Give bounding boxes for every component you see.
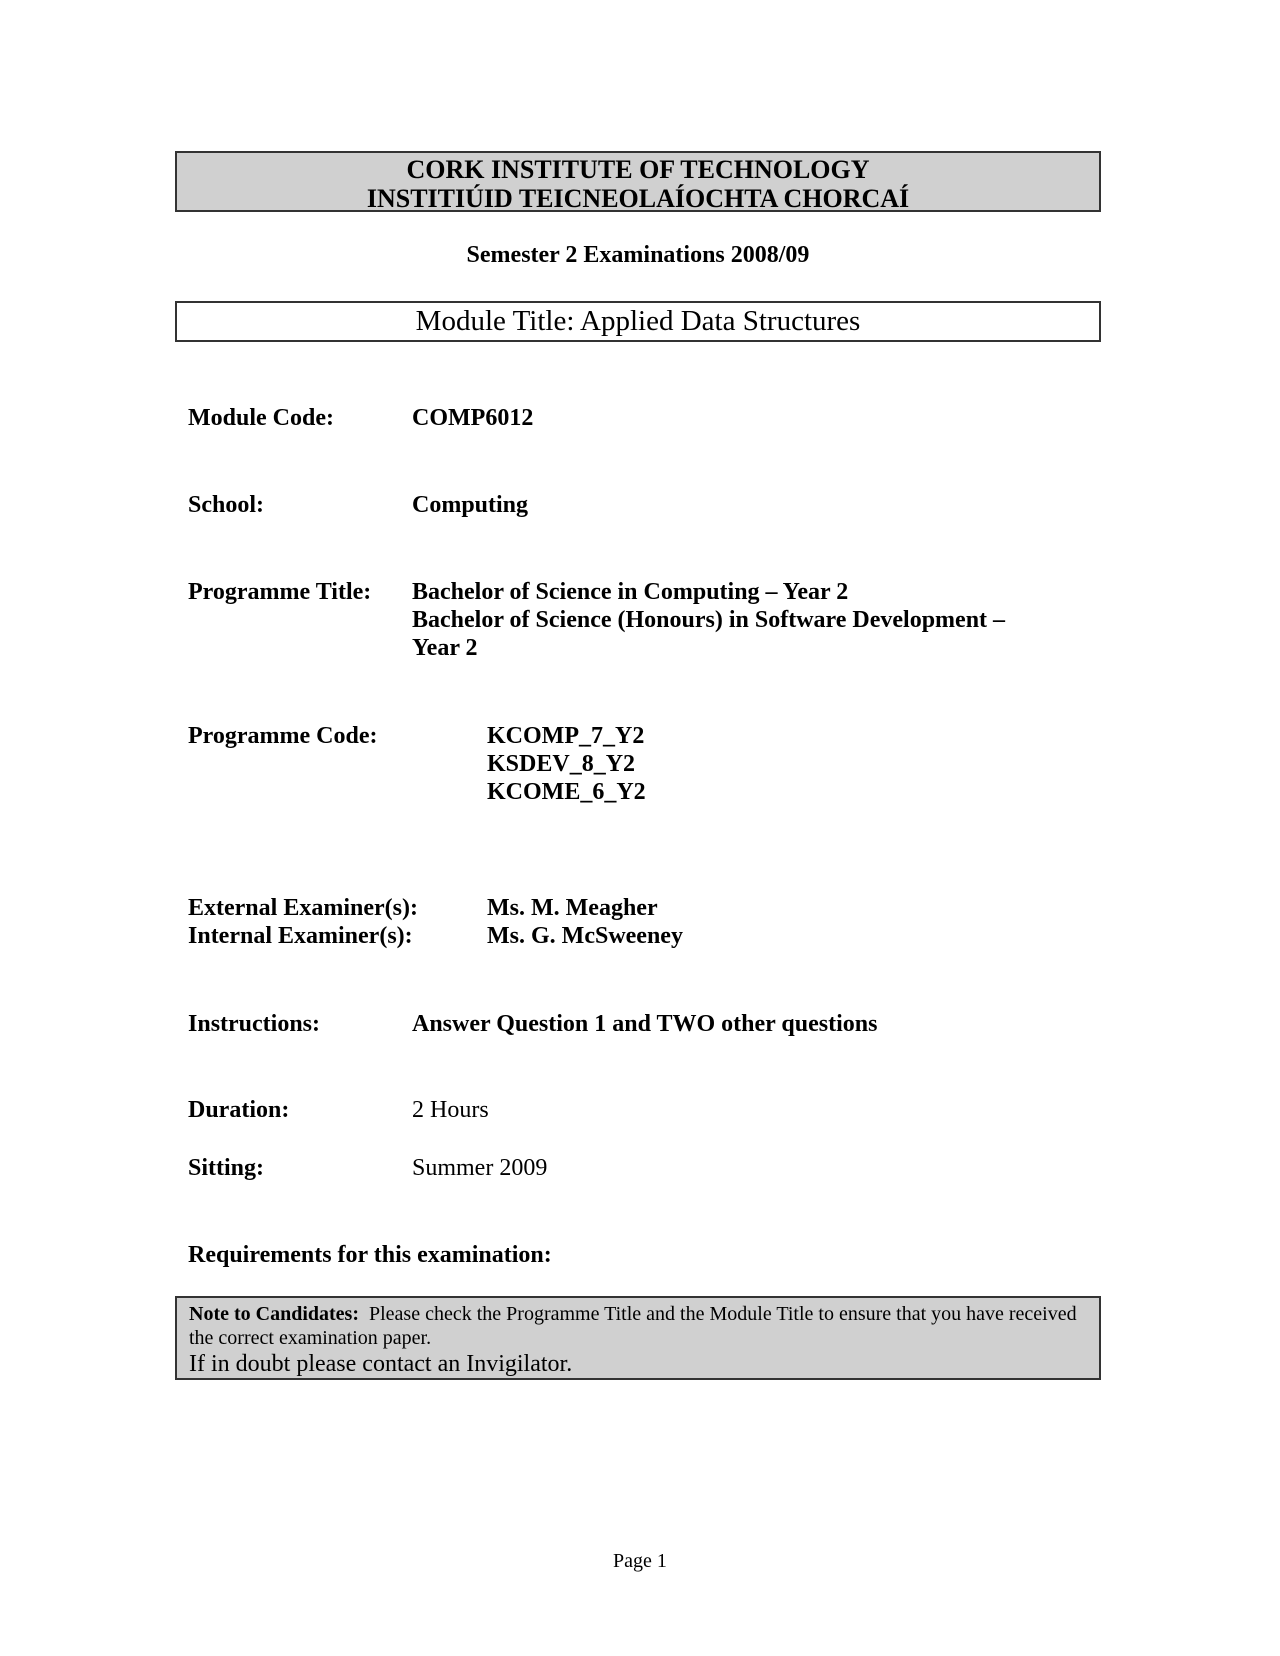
- duration-value: 2 Hours: [412, 1097, 489, 1123]
- sitting-label: Sitting:: [188, 1155, 265, 1181]
- programme-title-line: Bachelor of Science (Honours) in Software Development –: [412, 607, 1006, 633]
- programme-code-line: KCOME_6_Y2: [487, 779, 646, 805]
- page-number: Page 1: [613, 1550, 667, 1572]
- external-examiner-value: Ms. M. Meagher: [487, 895, 658, 921]
- sitting-value: Summer 2009: [412, 1155, 548, 1181]
- internal-examiner-label: Internal Examiner(s):: [188, 923, 413, 949]
- note-doubt-text: If in doubt please contact an Invigilator.: [189, 1351, 573, 1377]
- module-title-box: [175, 301, 1101, 342]
- note-to-candidates-box: [175, 1296, 1101, 1380]
- school-label: School:: [188, 492, 265, 518]
- instructions-value: Answer Question 1 and TWO other questions: [412, 1011, 878, 1037]
- institute-name-irish: INSTITIÚID TEICNEOLAÍOCHTA CHORCAÍ: [366, 184, 910, 213]
- module-code-value: COMP6012: [412, 405, 534, 431]
- programme-title-line: Year 2: [412, 635, 478, 661]
- programme-code-line: KCOMP_7_Y2: [487, 723, 645, 749]
- programme-code-value: [487, 722, 646, 806]
- institute-name-english: CORK INSTITUTE OF TECHNOLOGY: [406, 155, 870, 184]
- programme-title-line: Bachelor of Science in Computing – Year 2: [412, 579, 849, 605]
- external-examiner-label: External Examiner(s):: [188, 895, 418, 921]
- programme-code-label: Programme Code:: [188, 723, 378, 749]
- programme-title-label: Programme Title:: [188, 579, 372, 605]
- internal-examiner-value: Ms. G. McSweeney: [487, 923, 683, 949]
- module-code-label: Module Code:: [188, 405, 334, 431]
- institute-header-box: [175, 151, 1101, 212]
- semester-heading: Semester 2 Examinations 2008/09: [466, 242, 810, 268]
- programme-title-value: [412, 578, 1005, 662]
- instructions-label: Instructions:: [188, 1011, 321, 1037]
- requirements-label: Requirements for this examination:: [188, 1242, 552, 1268]
- school-value: Computing: [412, 492, 529, 518]
- module-title: Module Title: Applied Data Structures: [415, 305, 861, 337]
- note-text: Please check the Programme Title and the Module Title to ensure that you have received the correct examination paper.: [189, 1303, 1077, 1349]
- duration-label: Duration:: [188, 1097, 290, 1123]
- programme-code-line: KSDEV_8_Y2: [487, 751, 636, 777]
- note-heading: Note to Candidates:: [189, 1303, 359, 1325]
